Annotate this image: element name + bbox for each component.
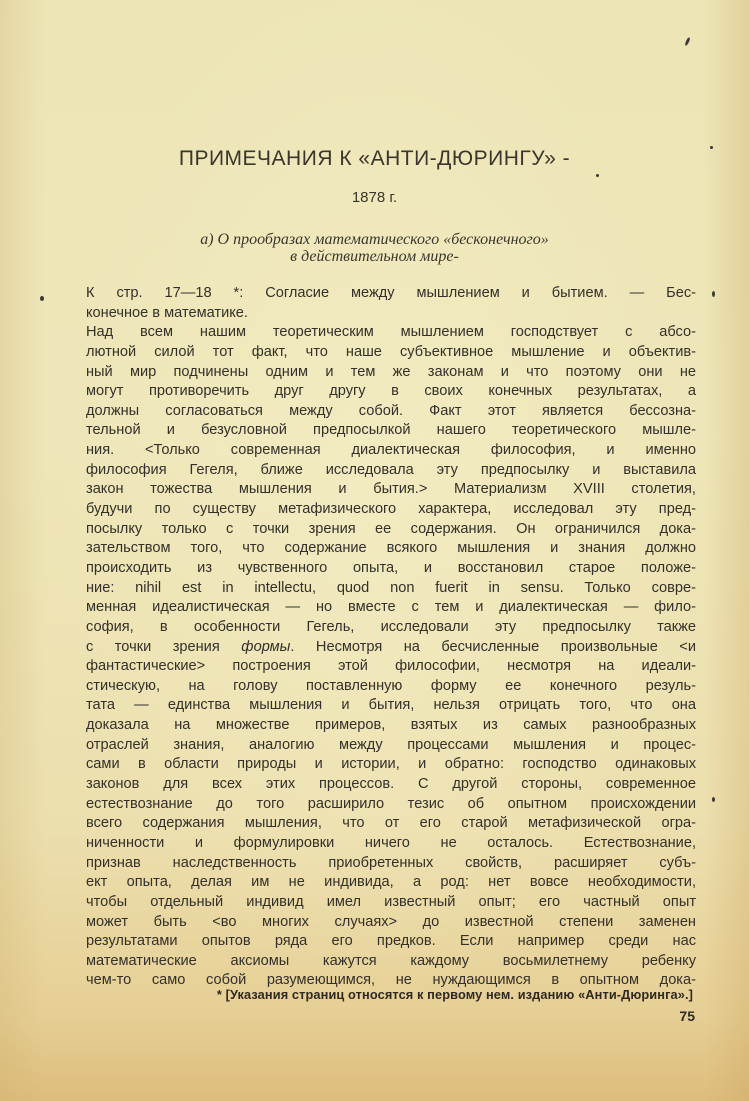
page-number: 75 bbox=[679, 1008, 695, 1024]
body-line: всего содержания мышления, что от его старой метафизической огра- bbox=[86, 815, 696, 832]
scan-speck bbox=[40, 296, 44, 301]
body-line: происходить из чувственного опыта, и восстановил старое положе- bbox=[86, 559, 696, 576]
body-line: сами в области природы и истории, и обратно: господство одинаковых bbox=[86, 756, 696, 773]
body-line: чем-то само собой разумеющимся, не нуждающимся в опытном дока- bbox=[86, 972, 696, 989]
body-line: конечное в математике. bbox=[86, 304, 248, 321]
body-line: софия, в особенности Гегель, исследовали эту предпосылку также bbox=[86, 618, 696, 635]
body-line: закон тожества мышления и бытия.> Материализм XVIII столетия, bbox=[86, 481, 696, 498]
body-line: могут противоречить друг другу в своих конечных результатах, а bbox=[86, 383, 696, 400]
body-line: Над всем нашим теоретическим мышлением господствует с абсо- bbox=[86, 324, 696, 341]
body-line: законов для всех этих процессов. С другой стороны, современное bbox=[86, 776, 696, 793]
body-line: доказала на множестве примеров, взятых из самых разнообразных bbox=[86, 717, 696, 734]
body-line: ект опыта, делая им не индивида, а род: нет вовсе необходимости, bbox=[86, 874, 696, 891]
body-line: с точки зрения формы. Несмотря на бесчисленные произвольные <и bbox=[86, 638, 696, 655]
scan-speck bbox=[684, 37, 691, 46]
body-line: фантастические> построения этой философии, несмотря на идеали- bbox=[86, 658, 696, 675]
body-line: результатами опытов ряда его предков. Если например среди нас bbox=[86, 933, 696, 950]
scan-speck bbox=[712, 291, 715, 297]
body-line: посылку только с точки зрения ее содержания. Он ограничился дока- bbox=[86, 520, 696, 537]
body-line: лютной силой тот факт, что наше субъективное мышление и объектив- bbox=[86, 343, 696, 360]
body-line: К стр. 17—18 *: Согласие между мышлением и бытием. — Бес- bbox=[86, 285, 696, 301]
scan-speck bbox=[596, 174, 599, 177]
body-line: ниченности и формулировки ничего не осталось. Естествознание, bbox=[86, 834, 696, 851]
body-line: естествознание до того расширило тезис об опытном происхождении bbox=[86, 795, 696, 812]
scan-speck bbox=[712, 797, 715, 802]
body-line: будучи по существу метафизического характера, исследовал эту пред- bbox=[86, 501, 696, 518]
body-line: признав наследственность приобретенных свойств, расширяет субъ- bbox=[86, 854, 696, 871]
page-title: ПРИМЕЧАНИЯ К «АНТИ-ДЮРИНГУ» - bbox=[178, 147, 571, 170]
scan-speck bbox=[710, 146, 713, 149]
year-label: 1878 г. bbox=[351, 189, 398, 206]
footnote: * [Указания страниц относятся к первому нем. изданию «Анти-Дюринга».] bbox=[216, 987, 693, 1002]
body-line: может быть <во многих случаях> до известной степени заменен bbox=[86, 913, 696, 930]
body-line: стическую, на голову поставленную форму ее конечного резуль- bbox=[86, 677, 696, 694]
body-line: отраслей знания, аналогию между процессами мышления и процес- bbox=[86, 736, 696, 753]
body-line: менная идеалистическая — но вместе с тем и диалектическая — фило- bbox=[86, 599, 696, 616]
body-line: математические аксиомы кажутся каждому восьмилетнему ребенку bbox=[86, 952, 696, 969]
body-line: чтобы отдельный индивид имел известный опыт; его частный опыт bbox=[86, 893, 696, 910]
body-line: ния. <Только современная диалектическая философия, и именно bbox=[86, 442, 696, 459]
body-line: тата — единства мышления и бытия, нельзя отрицать того, что она bbox=[86, 697, 696, 714]
section-heading-line-2: в действительном мире- bbox=[290, 248, 459, 265]
body-line: философия Гегеля, ближе исследовала эту предпосылку и выставила bbox=[86, 461, 696, 478]
body-line: зательством того, что содержание всякого мышления и знания должно bbox=[86, 540, 696, 557]
body-line: ние: nihil est in intellectu, quod non fuerit in sensu. Только совре- bbox=[86, 579, 696, 596]
body-line: тельной и безусловной предпосылкой нашего теоретического мышле- bbox=[86, 422, 696, 439]
body-line: должны согласоваться между собой. Факт этот является бессозна- bbox=[86, 402, 696, 419]
body-text bbox=[86, 284, 696, 991]
body-line: ный мир подчинены одним и тем же законам и что поэтому они не bbox=[86, 363, 696, 380]
section-heading-line-1: а) О прообразах математического «бесконечного» bbox=[200, 231, 549, 248]
section-heading bbox=[0, 231, 749, 265]
